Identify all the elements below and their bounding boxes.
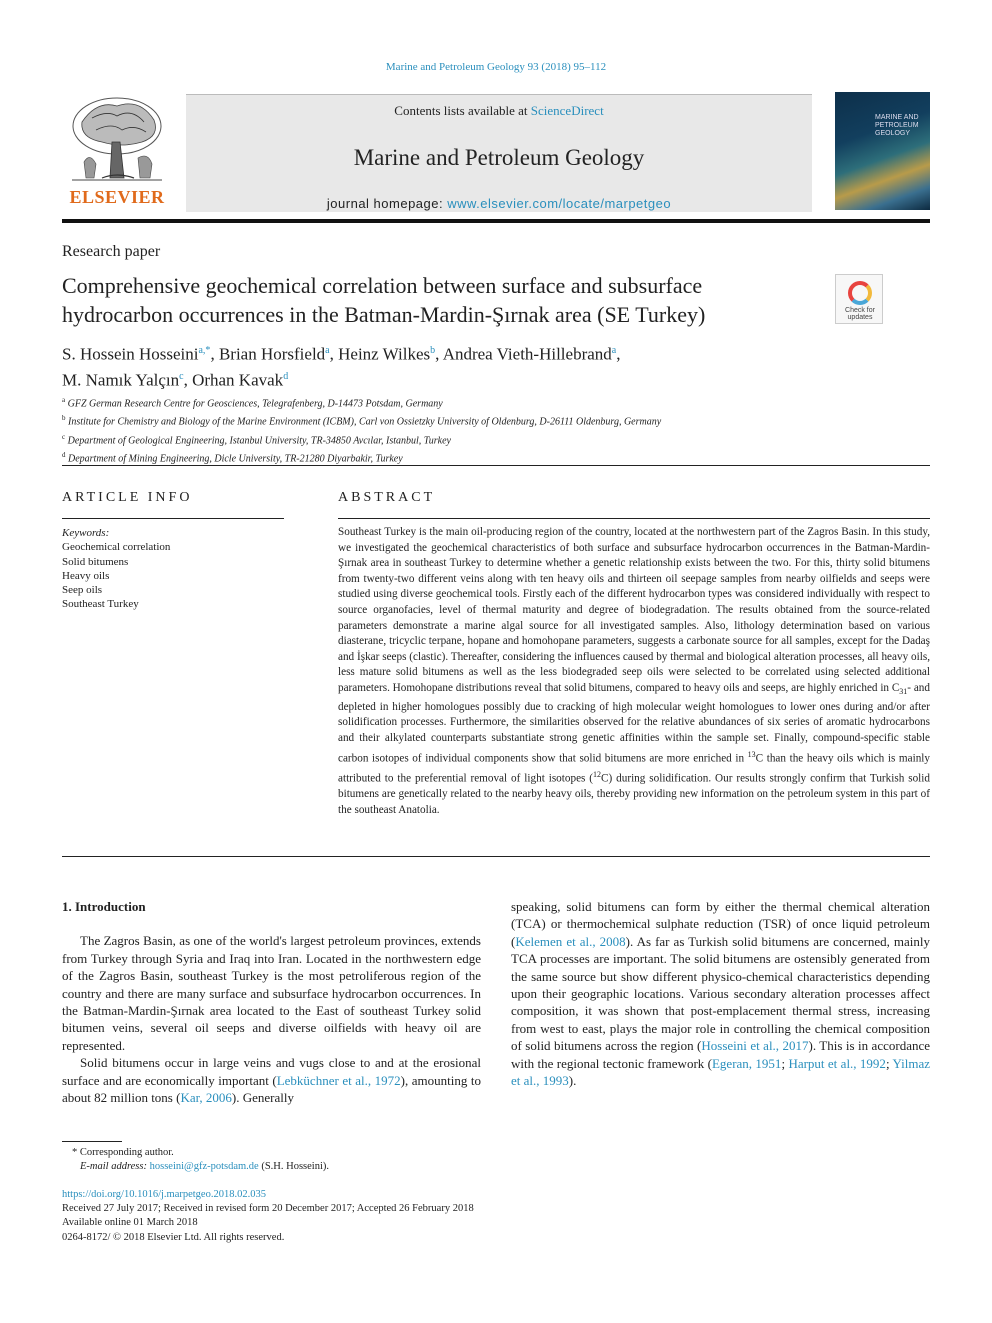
- abstract-bottom-divider: [62, 856, 930, 857]
- elsevier-tree-logo[interactable]: [62, 92, 172, 212]
- keyword-item: Seep oils: [62, 584, 103, 597]
- affiliation-item: $^a$ GFZ German Research Centre for Geosciences, Telegrafenberg, D-14473 Potsdam, Germany: [62, 396, 443, 410]
- paper-type: Research paper: [62, 243, 161, 260]
- tree-icon: [62, 92, 172, 188]
- right-column: [511, 898, 930, 1089]
- section-heading-introduction: 1. Introduction: [62, 899, 146, 914]
- keyword-item: Heavy oils: [62, 569, 110, 582]
- email-link[interactable]: hosseini@gfz-potsdam.de: [149, 1161, 259, 1172]
- contents-line: [186, 103, 812, 119]
- author-affil-sup[interactable]: b: [430, 345, 436, 356]
- footnote-divider: [62, 1141, 122, 1142]
- citation-link[interactable]: Egeran, 1951: [711, 1055, 782, 1071]
- affiliation-list: [62, 393, 922, 466]
- author-name[interactable]: M. Namık Yalçın: [62, 370, 180, 390]
- email-note: E-mail address: hosseini@gfz-potsdam.de (S.H. Hosseini).: [80, 1161, 330, 1172]
- keywords-label: Keywords:: [62, 527, 110, 539]
- publication-info: [62, 1188, 662, 1245]
- author-affil-sup[interactable]: a: [325, 345, 330, 356]
- homepage-prefix: journal homepage:: [326, 196, 448, 211]
- author-affil-sup[interactable]: a,*: [198, 345, 211, 356]
- author-name[interactable]: Brian Horsfield: [218, 344, 326, 364]
- citation-link[interactable]: Kelemen et al., 2008: [515, 933, 626, 949]
- citation-link[interactable]: Hosseini et al., 2017: [701, 1038, 809, 1054]
- crossmark-icon: [848, 281, 872, 305]
- affiliation-item: $^d$ Department of Mining Engineering, Dicle University, TR-21280 Diyarbakir, Turkey: [62, 450, 403, 465]
- keyword-item: Southeast Turkey: [62, 598, 139, 611]
- citation-link[interactable]: Kar, 2006: [180, 1090, 232, 1106]
- cover-title: MARINE AND PETROLEUM GEOLOGY: [875, 114, 919, 137]
- crossmark-label: Check for updates: [845, 307, 875, 321]
- citation-link[interactable]: Yilmaz et al., 1993: [511, 1055, 930, 1089]
- author-name[interactable]: Orhan Kavak: [192, 370, 284, 390]
- copyright: 0264-8172/ © 2018 Elsevier Ltd. All rights reserved.: [62, 1231, 285, 1243]
- citation-link[interactable]: Lebküchner et al., 1972: [276, 1072, 401, 1088]
- author-name[interactable]: Heinz Wilkes: [338, 344, 431, 364]
- doi-link[interactable]: https://doi.org/10.1016/j.marpetgeo.2018.02.035: [62, 1189, 266, 1200]
- homepage-link[interactable]: www.elsevier.com/locate/marpetgeo: [447, 196, 672, 211]
- author-name[interactable]: S. Hossein Hosseini: [62, 344, 199, 364]
- check-for-updates-button[interactable]: [835, 274, 883, 324]
- contents-prefix: Contents lists available at: [394, 103, 531, 118]
- intro-paragraph: Solid bitumens occur in large veins and vugs close to and at the erosional surface and are economically important (Lebküchner et al., 1972), amounting to about 82 million tons (Kar, 2006). Generally: [62, 1055, 482, 1106]
- corresponding-author-note: * Corresponding author.: [72, 1147, 174, 1158]
- footnotes: [62, 1146, 562, 1174]
- author-name[interactable]: Andrea Vieth-Hillebrand: [442, 344, 612, 364]
- citation-link[interactable]: Harput et al., 1992: [788, 1055, 886, 1071]
- article-info-divider: [62, 518, 284, 519]
- intro-paragraph: The Zagros Basin, as one of the world's largest petroleum provinces, extends from Turkey through Syria and Iraq into Iran. Located in the northwestern edge of the Zagros Basin, southeast Turkey is the most petroliferous region of the country and there are many surface and subsurface hydrocarbon occurrences. In the Batman-Mardin-Şırnak area located to the East of southeast Turkey solid bitumen veins, several oil seeps and diverse oilfields with heavy oil are represented.: [62, 933, 481, 1053]
- abstract-text: Southeast Turkey is the main oil-producing region of the country, located at the northwestern part of the Zagros Basin. In this study, we investigated the geochemical characteristics of both surface and subsurface hydrocarbon occurrences in the Batman-Mardin-Şırnak area in southeast Turkey to determine whether a genetic relationship exists between the two. For this, thirty solid bitumens from twenty-two different veins along with ten heavy oils and thirteen oil seepage samples from nearby oilfields and seeps were studied using diverse geochemical tools. Firstly each of the different hydrocarbon types was considered individually with respect to source organofacies, level of thermal maturity and degree of biodegradation. The results obtained from the source-related parameters demonstrate a marine algal source for all investigated samples. Also, lithology determination based on various diasterane, tricyclic terpane, hopane and homohopane parameters, suggests a carbonate source for all samples, except for the Dadaş and İşkar seeps (clastic). Thereafter, considering the influences caused by thermal and biological alteration processes, all heavy oils, less mature solid bitumens as well as the less biodegraded seep oils were selected to be correlated using selected additional parameters. Homohopane distributions reveal that solid bitumens, compared to heavy oils and seeps, are highly enriched in $C_{31}-$ and depleted in higher homologues possibly due to cracking of high molecular weight homologues to lower ones during and/or after solidification processes. Furthermore, the similarities observed for the relative abundances of six series of aromatic hydrocarbons and their alkylated counterparts substantiate strong genetic affinities within the sample set. Finally, compound-specific stable carbon isotopes of individual components show that solid bitumens are more enriched in $^{13}$C than the heavy oils which is mainly attributed to the preferential removal of light isotopes ($^{12}$C) during solidification. Our results strongly confirm that Turkish solid bitumens are genetically related to the nearby heavy oils, thereby providing new information on the petroleum system in this part of the southeast Anatolia.: [338, 526, 930, 816]
- journal-homepage: [186, 196, 812, 211]
- affiliation-item: $^c$ Department of Geological Engineering, Istanbul University, TR-34850 Avcılar, Istanbul, Turkey: [62, 432, 451, 446]
- article-title: Comprehensive geochemical correlation between surface and subsurface hydrocarbon occurrences in the Batman-Mardin-Şırnak area (SE Turkey): [62, 273, 706, 327]
- publisher-name: ELSEVIER: [69, 187, 165, 207]
- journal-masthead: [62, 90, 930, 216]
- sciencedirect-link[interactable]: ScienceDirect: [530, 103, 604, 118]
- journal-name: Marine and Petroleum Geology: [353, 145, 645, 170]
- journal-cover-image[interactable]: [835, 92, 930, 210]
- author-affil-sup[interactable]: c: [179, 370, 184, 382]
- affiliation-item: $^b$ Institute for Chemistry and Biology of the Marine Environment (ICBM), Carl von Ossietzky University of Oldenburg, D-26111 Oldenburg, Germany: [62, 414, 662, 428]
- left-column: [62, 898, 481, 1106]
- keyword-item: Geochemical correlation: [62, 541, 171, 554]
- journal-citation[interactable]: Marine and Petroleum Geology 93 (2018) 95–112: [385, 61, 607, 73]
- keywords-block: [62, 526, 282, 612]
- keyword-item: Solid bitumens: [62, 555, 129, 568]
- article-info-heading: ARTICLE INFO: [62, 490, 193, 505]
- author-affil-sup[interactable]: d: [283, 370, 289, 382]
- online-date: Available online 01 March 2018: [62, 1217, 198, 1229]
- abstract-divider: [338, 518, 930, 519]
- author-list: S. Hossein Hosseini$^{a,*}$, Brian Horsfield$^a$, Heinz Wilkes$^b$, Andrea Vieth-Hillebrand$^a$, M. Namık Yalçın$^c$, Orhan Kavak$^d$: [62, 344, 621, 390]
- abstract-heading: ABSTRACT: [338, 490, 436, 505]
- intro-paragraph-continued: speaking, solid bitumens can form by either the thermal chemical alteration (TCA) or thermochemical sulphate reduction (TSR) of once liquid petroleum (Kelemen et al., 2008). As far as Turkish solid bitumens are concerned, mainly TCA processes are important. The solid bitumens are ostensibly generated from the same source but show different physico-chemical characteristics depending upon their geographic locations. Various secondary alteration processes affect composition, it was shown that post-emplacement thermal stress, increasing from west to east, plays the major role in controlling the chemical composition of solid bitumens across the region (Hosseini et al., 2017). This is in accordance with the regional tectonic framework (Egeran, 1951; Harput et al., 1992; Yilmaz et al., 1993).: [511, 899, 931, 1089]
- received-dates: Received 27 July 2017; Received in revised form 20 December 2017; Accepted 26 February 2018: [62, 1203, 474, 1215]
- author-affil-sup[interactable]: a: [611, 345, 617, 356]
- journal-header-box: [186, 94, 812, 212]
- header-divider: [62, 219, 930, 223]
- affiliation-divider: [62, 465, 930, 466]
